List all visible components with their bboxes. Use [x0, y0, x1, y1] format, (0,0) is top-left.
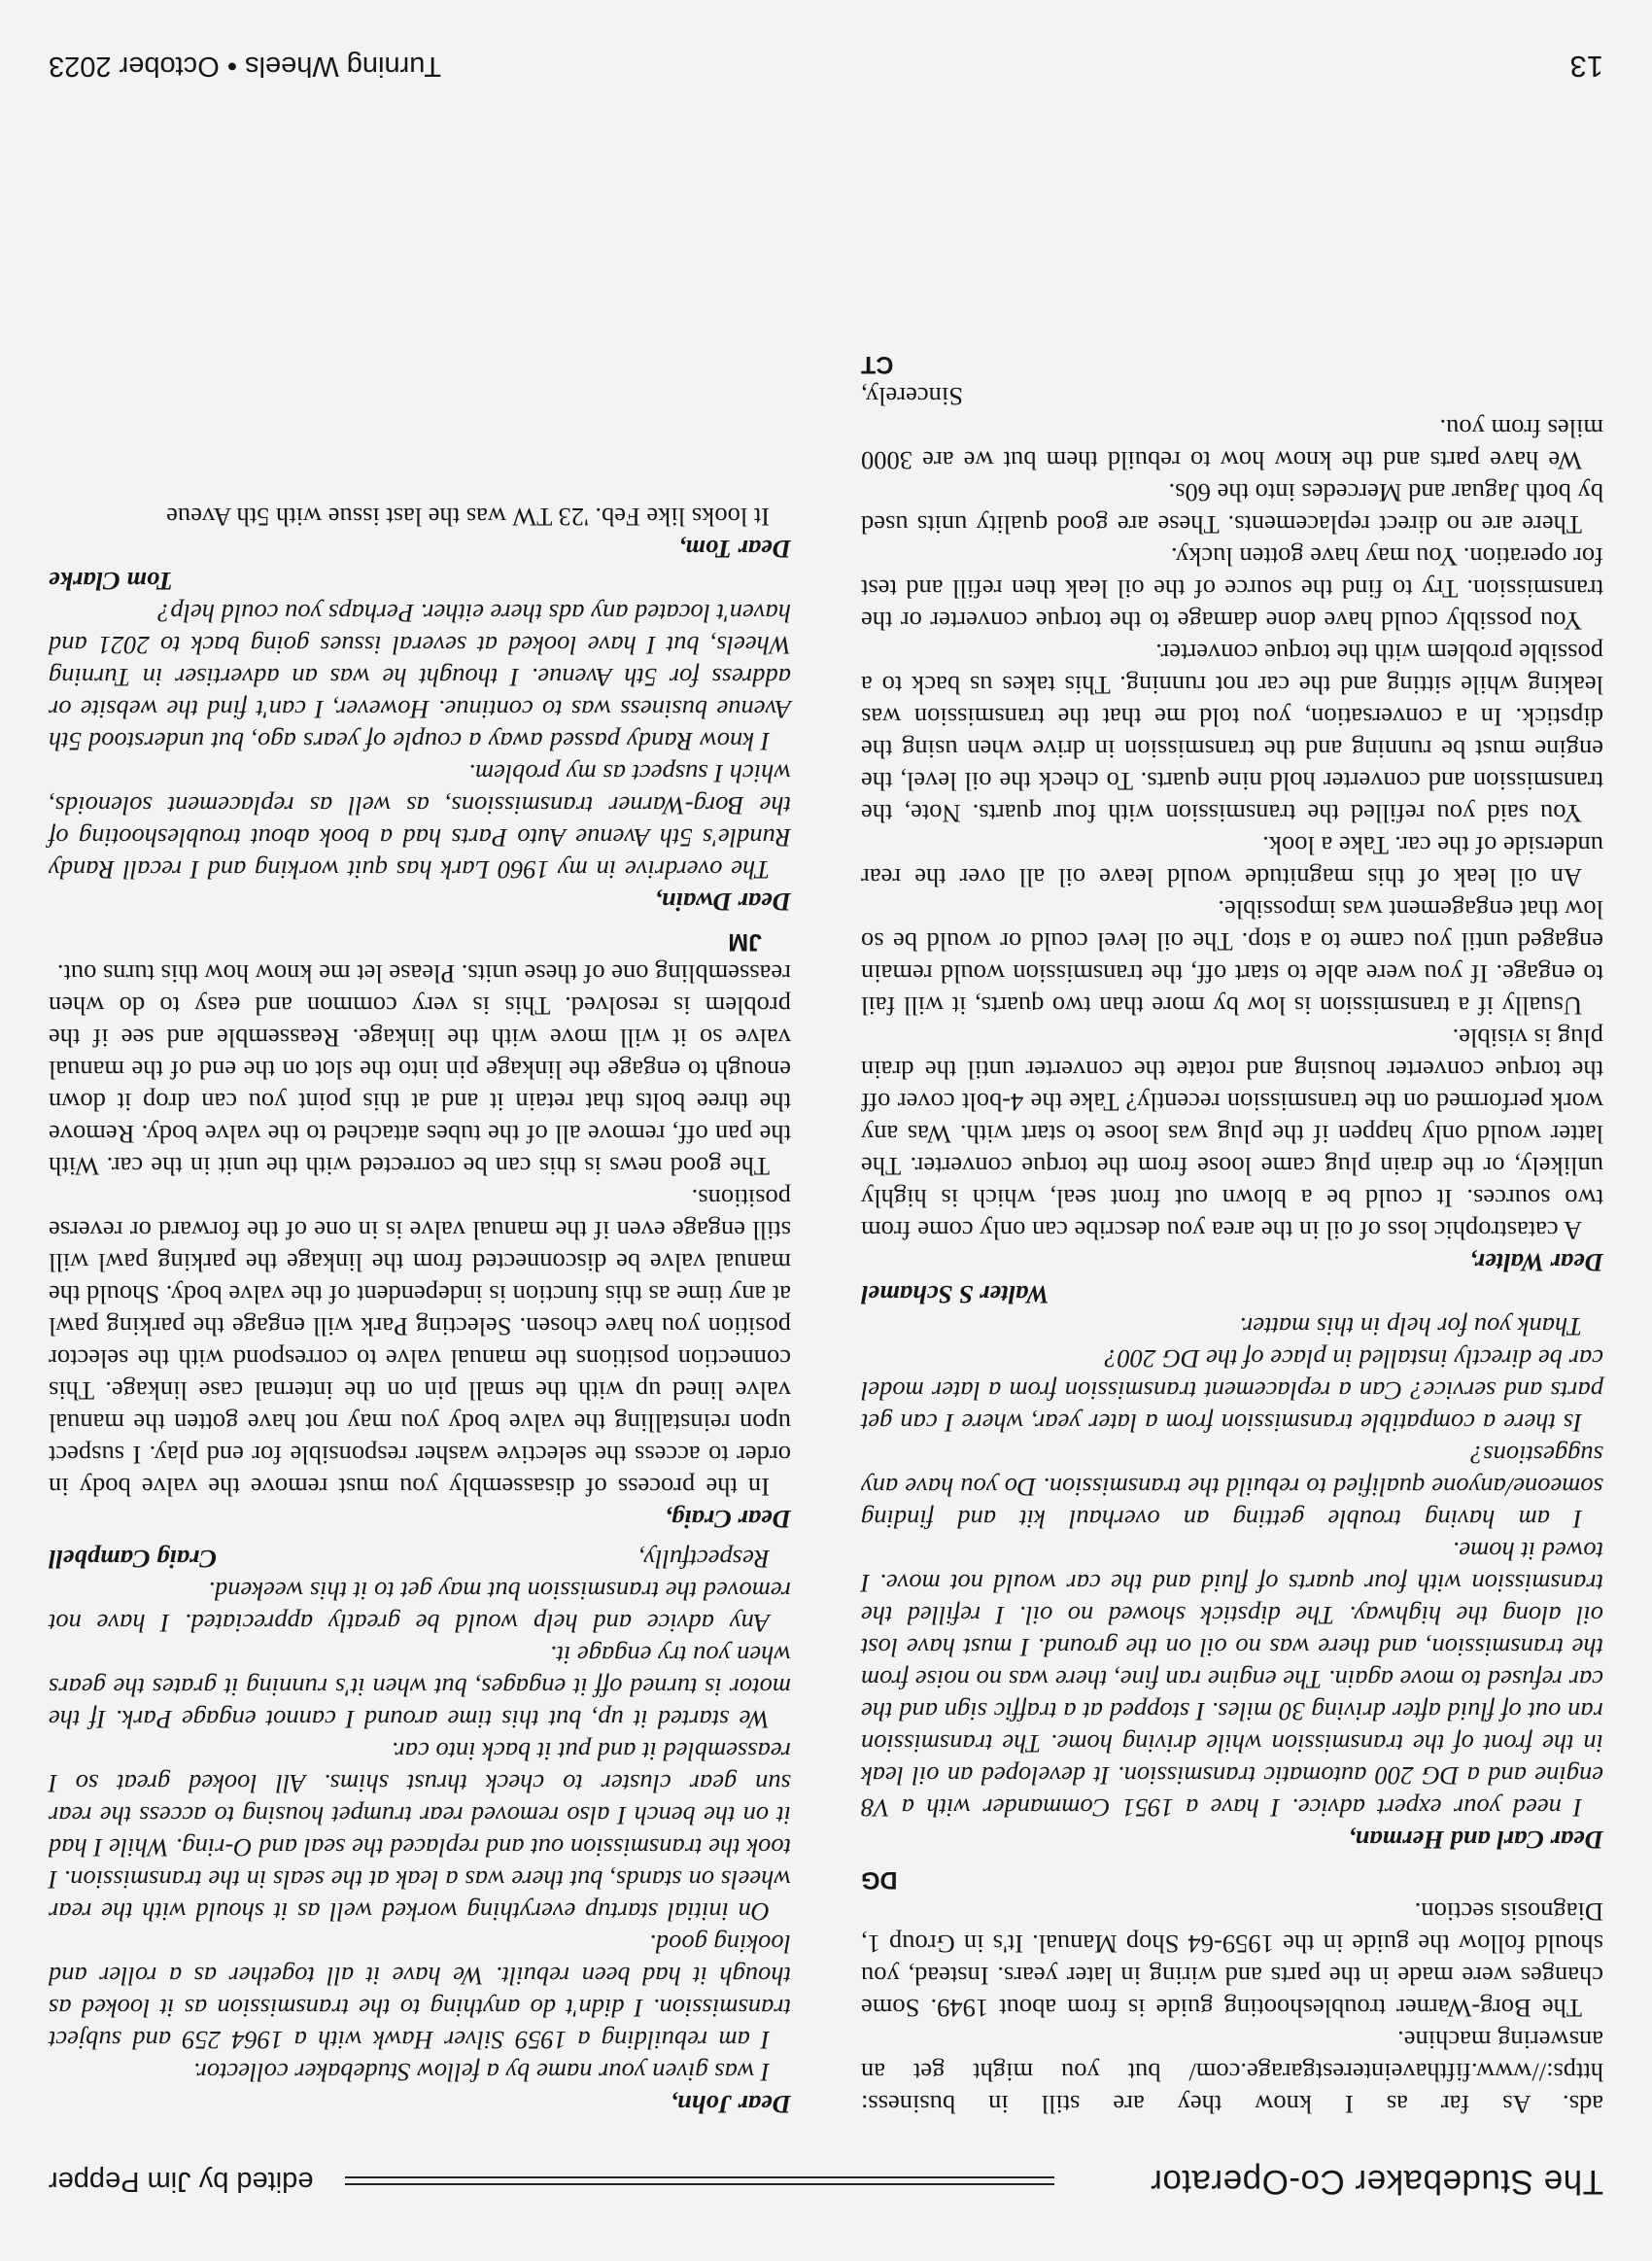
letter-paragraph: The overdrive in my 1960 Lark has quit working and I recall Randy Rundle's 5th Avenue Auto Parts had a book about troubleshooting of the Borg-Warner transmissions, as well as replacement solenoids, which I suspect as my problem.: [49, 759, 791, 885]
letter-paragraph: I am rebuilding a 1959 Silver Hawk with a 1964 259 and subject transmission. I didn't do anything to the transmission as it looked as though it had been rebuilt. We have it all together as a roller and looking good.: [49, 1930, 791, 2055]
answer-initials: CT: [861, 351, 894, 378]
answer-paragraph: The good news is this can be corrected with the unit in the car. With the pan off, remove all of the tubes attached to the valve body. Remove the three bolts that retain it and at this point you can drop it down enough to engage the linkage pin into the slot on the end of the manual valve so it will move with the linkage. Reassemble and see if the problem is resolved. This is very common and easy to do when reassembling one of these units. Please let me know how this turns out.: [49, 959, 791, 1181]
letter-paragraph: Thank you for help in this matter.: [1239, 1312, 1582, 1341]
page-number: 13: [1569, 50, 1603, 84]
answer-paragraph: The Borg-Warner troubleshooting guide is from about 1949. Some changes were made in the parts and wiring in later years. Instead, you should follow the guide in the 1959-64 Shop Manual. It's in Group 1, Diagnosis section.: [861, 1897, 1603, 2023]
answer-close: Sincerely,: [861, 382, 963, 411]
answer-paragraph: Usually if a transmission is low by more than two quarts, it will fail to engage. If you were able to start off, the transmission would remain engaged until you came to a stop. The oil level could or would be so low that engagement was impossible.: [861, 895, 1603, 1021]
answer-paragraph: An oil leak of this magnitude would leave oil all over the rear underside of the car. Take a look.: [861, 831, 1603, 892]
salutation-walter: Dear Walter,: [1469, 1248, 1603, 1277]
intro-paragraph: ads. As far as I know they are still in business: https://www.fifthaveinterestgarage.com/ but you might get an answering machine.: [861, 2026, 1603, 2119]
answer-block: [49, 925, 791, 1503]
answer-block: [861, 1863, 1603, 2024]
letter-paragraph: I am having trouble getting an overhaul kit and finding someone/anyone qualified to rebuild the transmission. Do you have any suggestions?: [861, 1441, 1603, 1534]
letter-signature: [49, 565, 791, 597]
letter-craig: [49, 1543, 791, 2088]
page-header: [49, 2150, 1603, 2207]
answer-paragraph: A catastrophic loss of oil in the area you describe can only come from two sources. It could be a blown out front seal, which is highly unlikely, or the drain plug came loose from the torque converter. The latter would only happen if the plug was loose to start with. Was any work performed on the transmission recently? Take the 4-bolt cover off the torque converter housing and rotate the converter until the drain plug is visible.: [861, 1024, 1603, 1245]
letter-close: Respectfully,: [638, 1545, 770, 1574]
signature-name: Craig Campbell: [49, 1545, 218, 1574]
answer-block: [861, 348, 1603, 1246]
letter-paragraph: Is there a compatible transmission from a later year, where I can get parts and service? Can a replacement transmission from a later model car be directly installed in place of the DG 200?: [861, 1344, 1603, 1438]
answer-paragraph: In the process of disassembly you must remove the valve body in order to access the selective washer responsible for end play. I suspect upon reinstalling the valve body you may not have gotten the manual valve lined up with the small pin on the internal case linkage. This connection positions the manual valve to correspond with the selector position you have chosen. Selecting Park will engage the parking pawl at any time as this function is independent of the valve body. Should the manual valve be disconnected from the linkage the parking pawl will still engage even if the manual valve is in one of the forward or reverse positions.: [49, 1184, 791, 1502]
letter-paragraph: I was given your name by a fellow Studebaker collector.: [192, 2058, 770, 2087]
salutation-john: Dear John,: [671, 2090, 791, 2119]
letter-tom: [49, 565, 791, 886]
right-column: [49, 493, 791, 2120]
letter-paragraph: On initial startup everything worked well as it should with the rear wheels on stands, but there was a leak at the seals in the transmission. I took the transmission out and replaced the seal and O-ring. While I had it on the bench I also removed rear trumpet housing to access the rear sun gear cluster to check thrust shims. All looked great so I reassembled it and put it back into car.: [49, 1737, 791, 1927]
letter-signature: [861, 1278, 1603, 1310]
answer-block: [49, 501, 791, 533]
letter-paragraph: Any advice and help would be greatly appreciated. I have not removed the transmission but may get to it this weekend.: [49, 1577, 791, 1638]
salutation-craig: Dear Craig,: [665, 1505, 791, 1534]
letter-paragraph: We started it up, but this time around I cannot engage Park. If the motor is turned off it engages, but when it's running it grates the gears when you try engage it.: [49, 1641, 791, 1734]
signature-name: Tom Clarke: [49, 567, 173, 596]
signature-name: Walter S Schamel: [861, 1280, 1050, 1309]
answer-paragraph: We have parts and the know how to rebuild them but we are 3000 miles from you.: [861, 414, 1603, 475]
editor-credit: edited by Jim Pepper: [49, 2166, 314, 2197]
header-rule: [345, 2176, 1054, 2178]
answer-paragraph: There are no direct replacements. These are good quality units used by both Jaguar and Mercedes into the 60s.: [861, 478, 1603, 539]
answer-paragraph: It looks like Feb. '23 TW was the last issue with 5th Aveue: [166, 503, 770, 532]
letter-paragraph: I know Randy passed away a couple of years ago, but understood 5th Avenue business was to continue. However, I can't find the website or address for 5th Avenue. I thought he was an advertiser in Turning Wheels, but I have looked at several issues going back to 2021 and haven't located any ads there either. Perhaps you could help?: [49, 599, 791, 756]
letter-paragraph: I need your expert advice. I have a 1951 Commander with a V8 engine and a DG 200 automatic transmission. It developed an oil leak in the front of the transmission while driving home. The transmission ran out of fluid after driving 30 miles. I stopped at a traffic sign and the car refused to move again. The engine ran fine, there was no noise from the transmission, and there was no oil on the ground. I must have lost oil along the highway. The dipstick showed no oil. I refilled the transmission with four quarts of fluid and the car would not move. I towed it home.: [861, 1537, 1603, 1823]
answer-paragraph: You said you refilled the transmission with four quarts. Note, the transmission and converter hold nine quarts. To check the oil level, the engine must be running and the transmission in drive when using the dipstick. In a conversation, you told me that the transmission was leaking while sitting and the car not running. This takes us back to a possible problem with the torque converter.: [861, 639, 1603, 828]
answer-initials: JM: [728, 928, 762, 956]
issue-label: Turning Wheels • October 2023: [49, 51, 442, 82]
header-rule: [345, 2183, 1054, 2185]
salutation-carl-herman: Dear Carl and Herman,: [1348, 1826, 1603, 1855]
answer-paragraph: You possibly could have done damage to the torque converter or the transmission. Try to find the source of the oil leak then refill and test for operation. You may have gotten lucky.: [861, 542, 1603, 636]
letter-signature: [49, 1543, 791, 1575]
letter-walter: [861, 1278, 1603, 1824]
answer-initials: DG: [861, 1866, 898, 1894]
salutation-dwain: Dear Dwain,: [655, 887, 791, 917]
left-column: [861, 340, 1603, 2120]
salutation-tom: Dear Tom,: [678, 535, 791, 564]
publication-title: The Studebaker Co-Operator: [1150, 2163, 1603, 2201]
